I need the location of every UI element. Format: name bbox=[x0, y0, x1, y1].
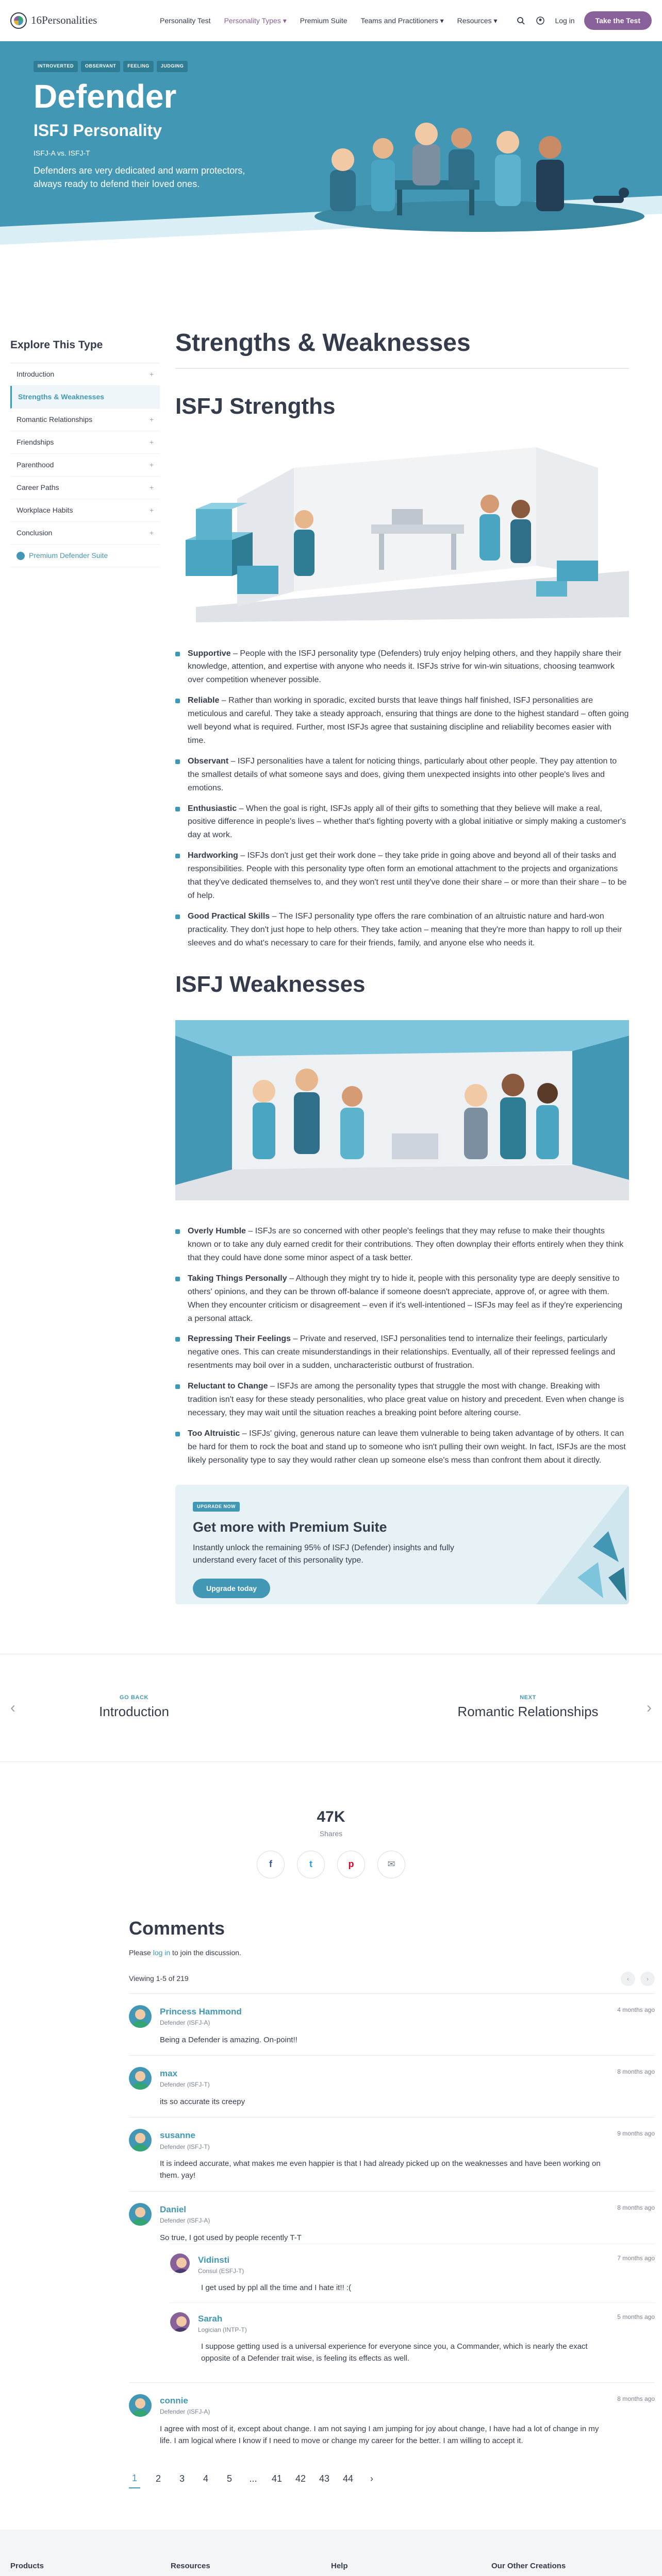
strength-text: – Rather than working in sporadic, excited bursts that leave things half finished, ISFJ personalities are meticulous and careful. They take a steady approach, ensuring that things are done to the highest standard – often going well beyond what is required. Further, most ISFJs agree that sustaining discipline and reliability becomes easier with time. bbox=[188, 696, 629, 745]
premium-badge: UPGRADE NOW bbox=[193, 1502, 240, 1512]
hero-banner bbox=[0, 41, 662, 283]
strength-label: Supportive bbox=[188, 649, 231, 658]
comment-reply bbox=[170, 2302, 655, 2373]
sidebar-item-label: Workplace Habits bbox=[16, 505, 73, 514]
sidebar-item-label: Career Paths bbox=[16, 483, 59, 492]
top-nav bbox=[0, 0, 662, 41]
premium-title: Get more with Premium Suite bbox=[193, 1519, 387, 1535]
comment-type: Defender (ISFJ-A) bbox=[160, 2217, 210, 2225]
comment-time: 8 months ago bbox=[617, 2395, 655, 2402]
comment-author[interactable]: Vidinsti bbox=[198, 2255, 230, 2265]
tag-observant[interactable]: OBSERVANT bbox=[81, 61, 120, 72]
sidebar-title: Explore This Type bbox=[10, 339, 103, 351]
sidebar-item-friendships[interactable] bbox=[10, 431, 160, 454]
pinterest-icon[interactable]: p bbox=[337, 1851, 365, 1878]
comment-author[interactable]: max bbox=[160, 2068, 178, 2078]
comment-time: 7 months ago bbox=[617, 2254, 655, 2262]
list-item bbox=[175, 802, 629, 842]
page-link[interactable]: 1 bbox=[129, 2471, 140, 2488]
list-item bbox=[175, 1427, 629, 1467]
prev-link[interactable] bbox=[10, 1693, 242, 1722]
comments-login bbox=[129, 1947, 655, 1958]
strength-text: – The ISFJ personality type offers the rare combination of an altruistic nature and hard-won practicality. They don't just hope to help others. They take action – meaning that they're more than happy to roll up their sleeves and do what's necessary to care for their friends, family, and anyone else who needs it. bbox=[188, 911, 622, 947]
weaknesses-list bbox=[175, 1225, 629, 1467]
page-link[interactable]: 2 bbox=[155, 2473, 161, 2484]
avatar[interactable] bbox=[129, 2067, 152, 2090]
tag-judging[interactable]: JUDGING bbox=[157, 61, 188, 72]
login-link[interactable]: Log in bbox=[555, 16, 575, 25]
sidebar-item-workplace[interactable] bbox=[10, 499, 160, 522]
comment-type: Defender (ISFJ-A) bbox=[160, 2408, 210, 2416]
avatar[interactable] bbox=[129, 2005, 152, 2028]
footer-columns bbox=[10, 2561, 652, 2576]
comment-time: 4 months ago bbox=[617, 2006, 655, 2013]
weakness-label: Overly Humble bbox=[188, 1227, 246, 1236]
strength-text: – ISFJs don't just get their work done – they take pride in going above and beyond all of their tasks and responsibilities. People with this personality type often form an emotional attachment to the projects and organizations that they've dedicated themselves to, and they won't rest until they've done their share – or more than their share – to be of help. bbox=[188, 851, 627, 900]
comment-author[interactable]: Daniel bbox=[160, 2204, 187, 2214]
comment-text: It is indeed accurate, what makes me even happier is that I had already picked up on the weaknesses and have been working on them. yay! bbox=[160, 2159, 601, 2180]
page-next[interactable]: › bbox=[370, 2473, 373, 2484]
comment-text: So true, I got used by people recently T-T bbox=[160, 2233, 302, 2242]
comment bbox=[129, 2191, 655, 2382]
strength-label: Enthusiastic bbox=[188, 804, 237, 813]
list-item bbox=[175, 910, 629, 950]
comments-pagination bbox=[129, 2471, 655, 2488]
comment-author[interactable]: susanne bbox=[160, 2130, 195, 2141]
hero-codes[interactable]: ISFJ-A vs. ISFJ-T bbox=[34, 148, 90, 157]
hero-persona: ISFJ Personality bbox=[34, 121, 162, 140]
comment-type: Logician (INTP-T) bbox=[198, 2326, 247, 2334]
comments-pager bbox=[621, 1972, 655, 1986]
login-suffix: to join the discussion. bbox=[170, 1948, 241, 1957]
sidebar-item-label: Introduction bbox=[16, 369, 55, 378]
page-link[interactable]: 43 bbox=[319, 2473, 330, 2484]
footer-heading: Our Other Creations bbox=[491, 2562, 566, 2571]
weaknesses-heading: ISFJ Weaknesses bbox=[175, 971, 366, 997]
trait-tags bbox=[34, 61, 255, 72]
page-link[interactable]: 4 bbox=[203, 2473, 208, 2484]
weakness-text: – ISFJs are so concerned with other people's feelings that they may refuse to make their thoughts known or to take any duly earned credit for their contributions. They often downplay their efforts entirely when they think that they could have done some minor aspect of a task better. bbox=[188, 1227, 624, 1262]
sidebar-item-career[interactable] bbox=[10, 477, 160, 499]
brand-logo[interactable] bbox=[10, 12, 160, 29]
next-title: Romantic Relationships bbox=[457, 1704, 599, 1720]
comment-text: its so accurate its creepy bbox=[160, 2097, 245, 2106]
email-icon[interactable]: ✉ bbox=[377, 1851, 405, 1878]
footer-col-creations bbox=[491, 2561, 652, 2576]
strength-text: – When the goal is right, ISFJs apply all of their gifts to something that they believe will make a real, positive difference in people's lives – whether that's fighting poverty with a global initiative or simply making a customer's day at work. bbox=[188, 804, 626, 840]
sidebar-item-label: Strengths & Weaknesses bbox=[18, 392, 105, 401]
plus-icon: + bbox=[149, 528, 154, 537]
weakness-text: – Private and reserved, ISFJ personalities tend to internalize their feelings, particularly negative ones. This can create misunderstandings in their relationships. Eventually, all of their repressed feelings and resentments may boil over in a sudden, uncharacteristic outburst of frustration. bbox=[188, 1334, 616, 1370]
comment-time: 5 months ago bbox=[617, 2313, 655, 2320]
list-item bbox=[175, 1272, 629, 1326]
comment-author[interactable]: connie bbox=[160, 2395, 188, 2405]
plus-icon: + bbox=[149, 460, 154, 469]
page-link[interactable]: 42 bbox=[295, 2473, 306, 2484]
page-link[interactable]: 44 bbox=[342, 2473, 354, 2484]
plus-icon: + bbox=[149, 437, 154, 446]
sidebar-item-conclusion[interactable] bbox=[10, 522, 160, 545]
strength-label: Reliable bbox=[188, 696, 220, 705]
sidebar bbox=[10, 304, 175, 1625]
share-count: 47K bbox=[317, 1808, 345, 1825]
chevron-left-icon[interactable]: ‹ bbox=[621, 1972, 635, 1986]
footer-heading: Resources bbox=[171, 2562, 210, 2571]
weakness-text: – Although they might try to hide it, people with this personality type are deeply sensitive to others' opinions, and they can be thrown off-balance if someone doesn't appreciate, approve of, or agree with them. When they encounter criticism or disagreement – even if it's well-intentioned – ISFJs may feel as if they're experiencing a personal attack. bbox=[188, 1274, 622, 1323]
prev-title: Introduction bbox=[99, 1704, 169, 1720]
footer-col-resources bbox=[171, 2561, 331, 2576]
list-item bbox=[175, 647, 629, 687]
comment-type: Consul (ESFJ-T) bbox=[198, 2267, 244, 2275]
premium-icon bbox=[16, 552, 25, 560]
list-item bbox=[175, 1332, 629, 1372]
sidebar-item-label: Romantic Relationships bbox=[16, 415, 93, 423]
sidebar-list bbox=[10, 363, 160, 567]
sidebar-item-label: Parenthood bbox=[16, 460, 54, 469]
facebook-icon[interactable]: f bbox=[257, 1851, 285, 1878]
weakness-label: Taking Things Personally bbox=[188, 1274, 287, 1283]
nav-links bbox=[160, 13, 516, 28]
avatar[interactable] bbox=[129, 2129, 152, 2151]
comment-replies bbox=[170, 2244, 655, 2373]
avatar[interactable] bbox=[170, 2312, 190, 2332]
sidebar-item-parenthood[interactable] bbox=[10, 454, 160, 477]
sidebar-item-label: Conclusion bbox=[16, 528, 53, 537]
sidebar-item-premium[interactable] bbox=[10, 545, 160, 567]
strength-text: – People with the ISFJ personality type (Defenders) truly enjoy helping others, and they happily share their knowledge, attention, and expertise with anyone who needs it. ISFJs strive for win-win situations, choosing teamwork over competition whenever possible. bbox=[188, 649, 622, 685]
comment-time: 9 months ago bbox=[617, 2130, 655, 2138]
weakness-text: – ISFJs are among the personality types that struggle the most with change. Breaking with tradition isn't easy for these steady personalities, who place great value on history and precedent. Even when change is necessary, they may wait until the situation reaches a breaking point before altering course. bbox=[188, 1382, 624, 1417]
strength-label: Good Practical Skills bbox=[188, 911, 270, 921]
share-section bbox=[0, 1762, 662, 1914]
tag-feeling[interactable]: FEELING bbox=[123, 61, 154, 72]
prev-next-nav bbox=[0, 1654, 662, 1762]
list-item bbox=[175, 1380, 629, 1420]
main-content bbox=[175, 304, 629, 1625]
comment-time: 8 months ago bbox=[617, 2067, 655, 2075]
chevron-right-icon: › bbox=[647, 1699, 652, 1717]
comment bbox=[129, 2117, 655, 2191]
list-item bbox=[175, 755, 629, 795]
premium-upsell bbox=[175, 1485, 629, 1604]
page-title: Strengths & Weaknesses bbox=[175, 329, 471, 357]
share-label: Shares bbox=[319, 1829, 343, 1838]
comment-text: I get used by ppl all the time and I hate it!! :( bbox=[201, 2283, 351, 2293]
footer-heading: Products bbox=[10, 2562, 44, 2571]
comments-section bbox=[129, 1914, 655, 2489]
list-item bbox=[175, 1225, 629, 1265]
comments-viewing bbox=[129, 1972, 655, 1986]
list-item bbox=[175, 694, 629, 748]
nav-link-personality-test[interactable]: Personality Test bbox=[160, 16, 211, 25]
strengths-illustration bbox=[175, 437, 629, 622]
page-ellipsis: ... bbox=[249, 2473, 257, 2484]
sidebar-item-strengths[interactable] bbox=[10, 386, 160, 409]
weakness-label: Too Altruistic bbox=[188, 1429, 240, 1438]
weakness-label: Repressing Their Feelings bbox=[188, 1334, 291, 1344]
sidebar-item-label: Friendships bbox=[16, 437, 54, 446]
upgrade-button[interactable]: Upgrade today bbox=[193, 1579, 270, 1598]
strengths-list bbox=[175, 647, 629, 950]
premium-decoration bbox=[474, 1485, 629, 1604]
avatar[interactable] bbox=[129, 2394, 152, 2417]
brand-name: 16Personalities bbox=[31, 14, 97, 27]
next-label: NEXT bbox=[520, 1694, 536, 1701]
sidebar-item-romantic[interactable] bbox=[10, 409, 160, 431]
comment-type: Defender (ISFJ-T) bbox=[160, 2081, 210, 2089]
strengths-heading: ISFJ Strengths bbox=[175, 394, 336, 419]
chevron-left-icon: ‹ bbox=[10, 1699, 15, 1717]
comment-time: 8 months ago bbox=[617, 2204, 655, 2211]
weakness-text: – ISFJs' giving, generous nature can leave them vulnerable to being taken advantage of by others. It can be hard for them to rock the boat and stand up to someone who isn't pulling their own weight. In fact, ISFJs are the most likely personality type to say they would rather clean up someone else's mess than confront them about it directly. bbox=[188, 1429, 626, 1465]
comment bbox=[129, 2382, 655, 2456]
comment-text: Being a Defender is amazing. On-point!! bbox=[160, 2035, 297, 2044]
page-link[interactable]: 41 bbox=[271, 2473, 283, 2484]
viewing-count: Viewing 1-5 of 219 bbox=[129, 1974, 189, 1983]
footer-col-help bbox=[331, 2561, 491, 2576]
nav-link-personality-types[interactable]: Personality Types ▾ bbox=[224, 16, 287, 25]
nav-link-premium-suite[interactable]: Premium Suite bbox=[300, 16, 347, 25]
strength-label: Observant bbox=[188, 756, 229, 766]
strength-text: – ISFJ personalities have a talent for noticing things, particularly about other people. They pay attention to the smallest details of what someone says and does, giving them unexpected insights into other people's lives and emotions. bbox=[188, 756, 617, 792]
nav-link-teams[interactable]: Teams and Practitioners ▾ bbox=[360, 16, 444, 25]
comment-type: Defender (ISFJ-A) bbox=[160, 2019, 210, 2027]
plus-icon: + bbox=[149, 505, 154, 514]
tag-introverted[interactable]: INTROVERTED bbox=[34, 61, 78, 72]
hero-title: Defender bbox=[34, 77, 177, 115]
page-link[interactable]: 3 bbox=[179, 2473, 185, 2484]
content-wrapper bbox=[0, 304, 662, 1625]
comment-reply bbox=[170, 2244, 655, 2302]
user-icon[interactable] bbox=[535, 15, 545, 26]
twitter-icon[interactable]: t bbox=[297, 1851, 325, 1878]
search-icon[interactable] bbox=[516, 15, 526, 26]
take-test-button[interactable]: Take the Test bbox=[584, 11, 652, 30]
page-link[interactable]: 5 bbox=[226, 2473, 232, 2484]
login-prefix: Please bbox=[129, 1948, 153, 1957]
hero-text bbox=[34, 61, 255, 191]
comment bbox=[129, 1993, 655, 2055]
avatar[interactable] bbox=[129, 2203, 152, 2226]
plus-icon: + bbox=[149, 415, 154, 423]
footer-heading: Help bbox=[331, 2562, 348, 2571]
comment bbox=[129, 2055, 655, 2117]
prev-label: GO BACK bbox=[119, 1694, 149, 1701]
comment-author[interactable]: Princess Hammond bbox=[160, 2006, 242, 2016]
weakness-label: Reluctant to Change bbox=[188, 1382, 268, 1391]
avatar[interactable] bbox=[170, 2253, 190, 2273]
nav-right bbox=[516, 11, 652, 30]
comments-title: Comments bbox=[129, 1917, 225, 1939]
share-buttons bbox=[0, 1851, 662, 1878]
chevron-right-icon[interactable]: › bbox=[640, 1972, 655, 1986]
title-divider bbox=[175, 368, 629, 369]
weaknesses-illustration bbox=[175, 1015, 629, 1200]
footer-col-products bbox=[10, 2561, 171, 2576]
plus-icon: + bbox=[149, 369, 154, 378]
strength-label: Hardworking bbox=[188, 851, 238, 860]
sidebar-item-label: Premium Defender Suite bbox=[29, 551, 108, 560]
logo-icon bbox=[10, 12, 27, 29]
comments-login-link[interactable]: log in bbox=[153, 1948, 171, 1957]
nav-link-resources[interactable]: Resources ▾ bbox=[457, 16, 498, 25]
footer bbox=[0, 2530, 662, 2576]
comment-text: I agree with most of it, except about change. I am not saying I am jumping for joy about change, I have had a lot of change in my life. I am logical where I know if I need to move or change my career for the better. I am willing to accept it. bbox=[160, 2424, 599, 2445]
sidebar-item-introduction[interactable] bbox=[10, 363, 160, 386]
plus-icon: + bbox=[149, 483, 154, 492]
next-link[interactable] bbox=[420, 1693, 652, 1722]
comment-text: I suppose getting used is a universal experience for everyone since you, a Commander, which is nearly the exact opposite of a Defender trait wise, is feeling its effects as well. bbox=[201, 2342, 588, 2363]
comment-author[interactable]: Sarah bbox=[198, 2313, 223, 2324]
premium-text: Instantly unlock the remaining 95% of ISFJ (Defender) insights and fully understand every facet of this personality type. bbox=[193, 1543, 454, 1565]
comment-type: Defender (ISFJ-T) bbox=[160, 2143, 210, 2150]
hero-description: Defenders are very dedicated and warm protectors, always ready to defend their loved ones. bbox=[34, 165, 245, 189]
list-item bbox=[175, 849, 629, 903]
